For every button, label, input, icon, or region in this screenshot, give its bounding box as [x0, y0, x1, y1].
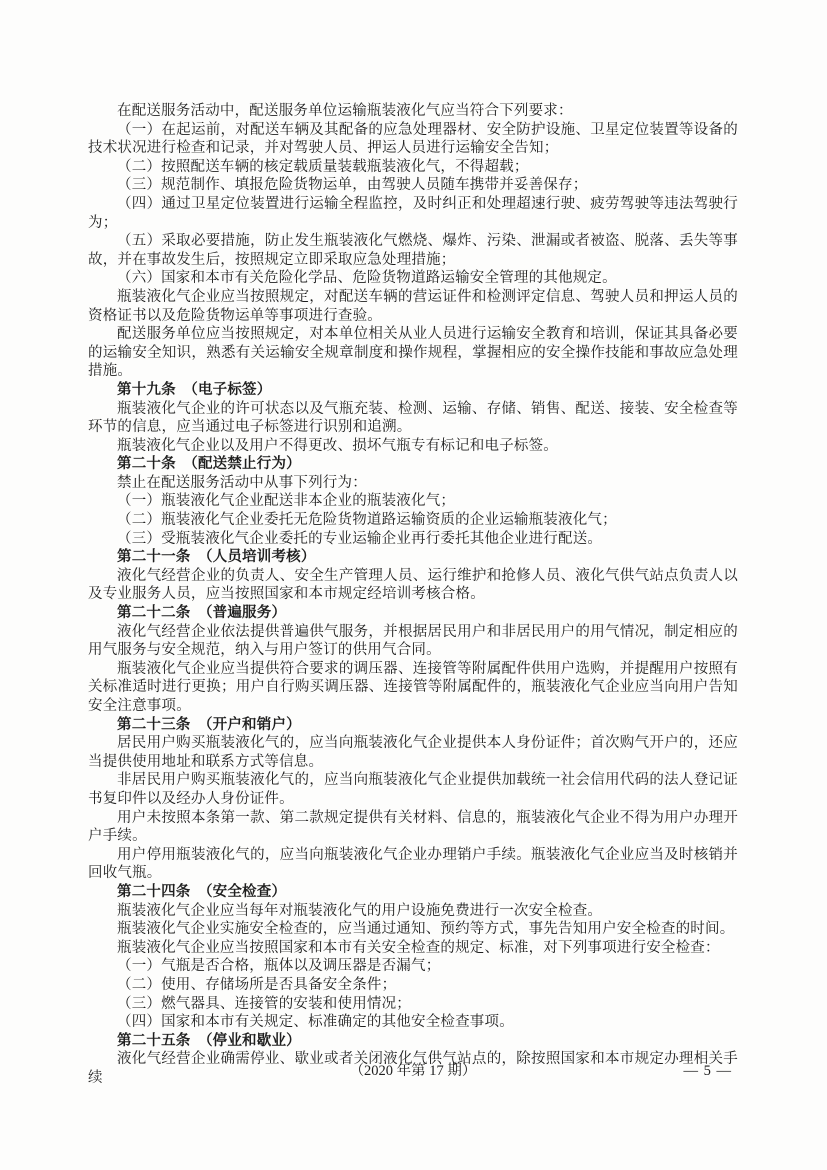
paragraph: 液化气经营企业的负责人、安全生产管理人员、运行维护和抢修人员、液化气供气站点负责人以及专业服务人员，应当按照国家和本市规定经培训考核合格。 — [88, 567, 738, 603]
paragraph: 液化气经营企业依法提供普遍供气服务，并根据居民用户和非居民用户的用气情况，制定相应的用气服务与安全规范，纳入与用户签订的供用气合同。 — [88, 623, 738, 659]
article-heading: 第二十二条 （普遍服务） — [117, 605, 287, 622]
page-footer — [88, 1062, 738, 1081]
paragraph: （三）规范制作、填报危险货物运单，由驾驶人员随车携带并妥善保存； — [117, 177, 588, 194]
paragraph: （二）使用、存储场所是否具备安全条件； — [117, 976, 397, 993]
article-heading: 第二十条 （配送禁止行为） — [117, 456, 301, 473]
paragraph: （二）按照配送车辆的核定载质量装载瓶装液化气，不得超载； — [117, 158, 529, 175]
paragraph: 瓶装液化气企业应当每年对瓶装液化气的用户设施免费进行一次安全检查。 — [117, 902, 603, 919]
article-heading: 第二十四条 （安全检查） — [117, 883, 287, 900]
paragraph: （一）气瓶是否合格，瓶体以及调压器是否漏气； — [117, 958, 441, 975]
footer-page-number: — 5 — — [683, 1063, 732, 1079]
paragraph: 配送服务单位应当按照规定，对本单位相关从业人员进行运输安全教育和培训，保证其具备必要的运输安全知识，熟悉有关运输安全规章制度和操作规程，掌握相应的安全操作技能和事故应急处理措施。 — [88, 326, 738, 380]
paragraph: （二）瓶装液化气企业委托无危险货物道路运输资质的企业运输瓶装液化气； — [117, 512, 617, 529]
paragraph: 瓶装液化气企业应当提供符合要求的调压器、连接管等附属配件供用户选购，并提醒用户按照有关标准适时进行更换；用户自行购买调压器、连接管等附属配件的，瓶装液化气企业应当向用户告知安全注意事项。 — [88, 660, 738, 714]
paragraph: 液化气经营企业确需停业、歇业或者关闭液化气供气站点的，除按照国家和本市规定办理相关手续 — [88, 1051, 738, 1086]
footer-issue-label: （2020 年第 17 期） — [349, 1063, 477, 1079]
paragraph: （三）受瓶装液化气企业委托的专业运输企业再行委托其他企业进行配送。 — [117, 530, 603, 547]
paragraph: 居民用户购买瓶装液化气的，应当向瓶装液化气企业提供本人身份证件；首次购气开户的，还应当提供使用地址和联系方式等信息。 — [88, 735, 738, 770]
article-heading: 第二十三条 （开户和销户） — [117, 716, 301, 733]
paragraph: 瓶装液化气企业以及用户不得更改、损坏气瓶专有标记和电子标签。 — [117, 437, 558, 454]
article-heading: 第二十五条 （停业和歇业） — [117, 1032, 301, 1049]
paragraph: 禁止在配送服务活动中从事下列行为： — [117, 474, 367, 491]
paragraph: 非居民用户购买瓶装液化气的，应当向瓶装液化气企业提供加载统一社会信用代码的法人登记证书复印件以及经办人身份证件。 — [88, 772, 738, 807]
paragraph: 用户未按照本条第一款、第二款规定提供有关材料、信息的，瓶装液化气企业不得为用户办理开户手续。 — [88, 809, 738, 845]
paragraph: 瓶装液化气企业应当按照规定，对配送车辆的营运证件和检测评定信息、驾驶人员和押运人员的资格证书以及危险货物运单等事项进行查验。 — [88, 288, 738, 324]
paragraph: （四）通过卫星定位装置进行运输全程监控，及时纠正和处理超速行驶、疲劳驾驶等违法驾驶行为； — [88, 195, 738, 231]
paragraph: （三）燃气器具、连接管的安装和使用情况； — [117, 995, 411, 1012]
paragraph: （一）瓶装液化气企业配送非本企业的瓶装液化气； — [117, 493, 456, 510]
text-block — [88, 102, 738, 1087]
paragraph: 用户停用瓶装液化气的，应当向瓶装液化气企业办理销户手续。瓶装液化气企业应当及时核销并回收气瓶。 — [88, 846, 738, 882]
paragraph: 瓶装液化气企业应当按照国家和本市有关安全检查的规定、标准，对下列事项进行安全检查： — [117, 939, 720, 956]
paragraph: 瓶装液化气企业的许可状态以及气瓶充装、检测、运输、存储、销售、配送、接装、安全检查等环节的信息，应当通过电子标签进行识别和追溯。 — [88, 400, 738, 436]
paragraph: 在配送服务活动中，配送服务单位运输瓶装液化气应当符合下列要求： — [117, 103, 573, 119]
paragraph: （六）国家和本市有关危险化学品、危险货物道路运输安全管理的其他规定。 — [117, 270, 617, 287]
paragraph: （五）采取必要措施，防止发生瓶装液化气燃烧、爆炸、污染、泄漏或者被盗、脱落、丢失等事故，并在事故发生后，按照规定立即采取应急处理措施； — [88, 233, 738, 268]
article-heading: 第十九条 （电子标签） — [117, 381, 272, 398]
paragraph: （四）国家和本市有关规定、标准确定的其他安全检查事项。 — [117, 1014, 514, 1031]
paragraph: 瓶装液化气企业实施安全检查的，应当通过通知、预约等方式，事先告知用户安全检查的时间。 — [117, 921, 735, 938]
paragraph: （一）在起运前，对配送车辆及其配备的应急处理器材、安全防护设施、卫星定位装置等设备的技术状况进行检查和记录，并对驾驶人员、押运人员进行运输安全告知； — [88, 121, 738, 157]
article-heading: 第二十一条 （人员培训考核） — [117, 549, 316, 566]
